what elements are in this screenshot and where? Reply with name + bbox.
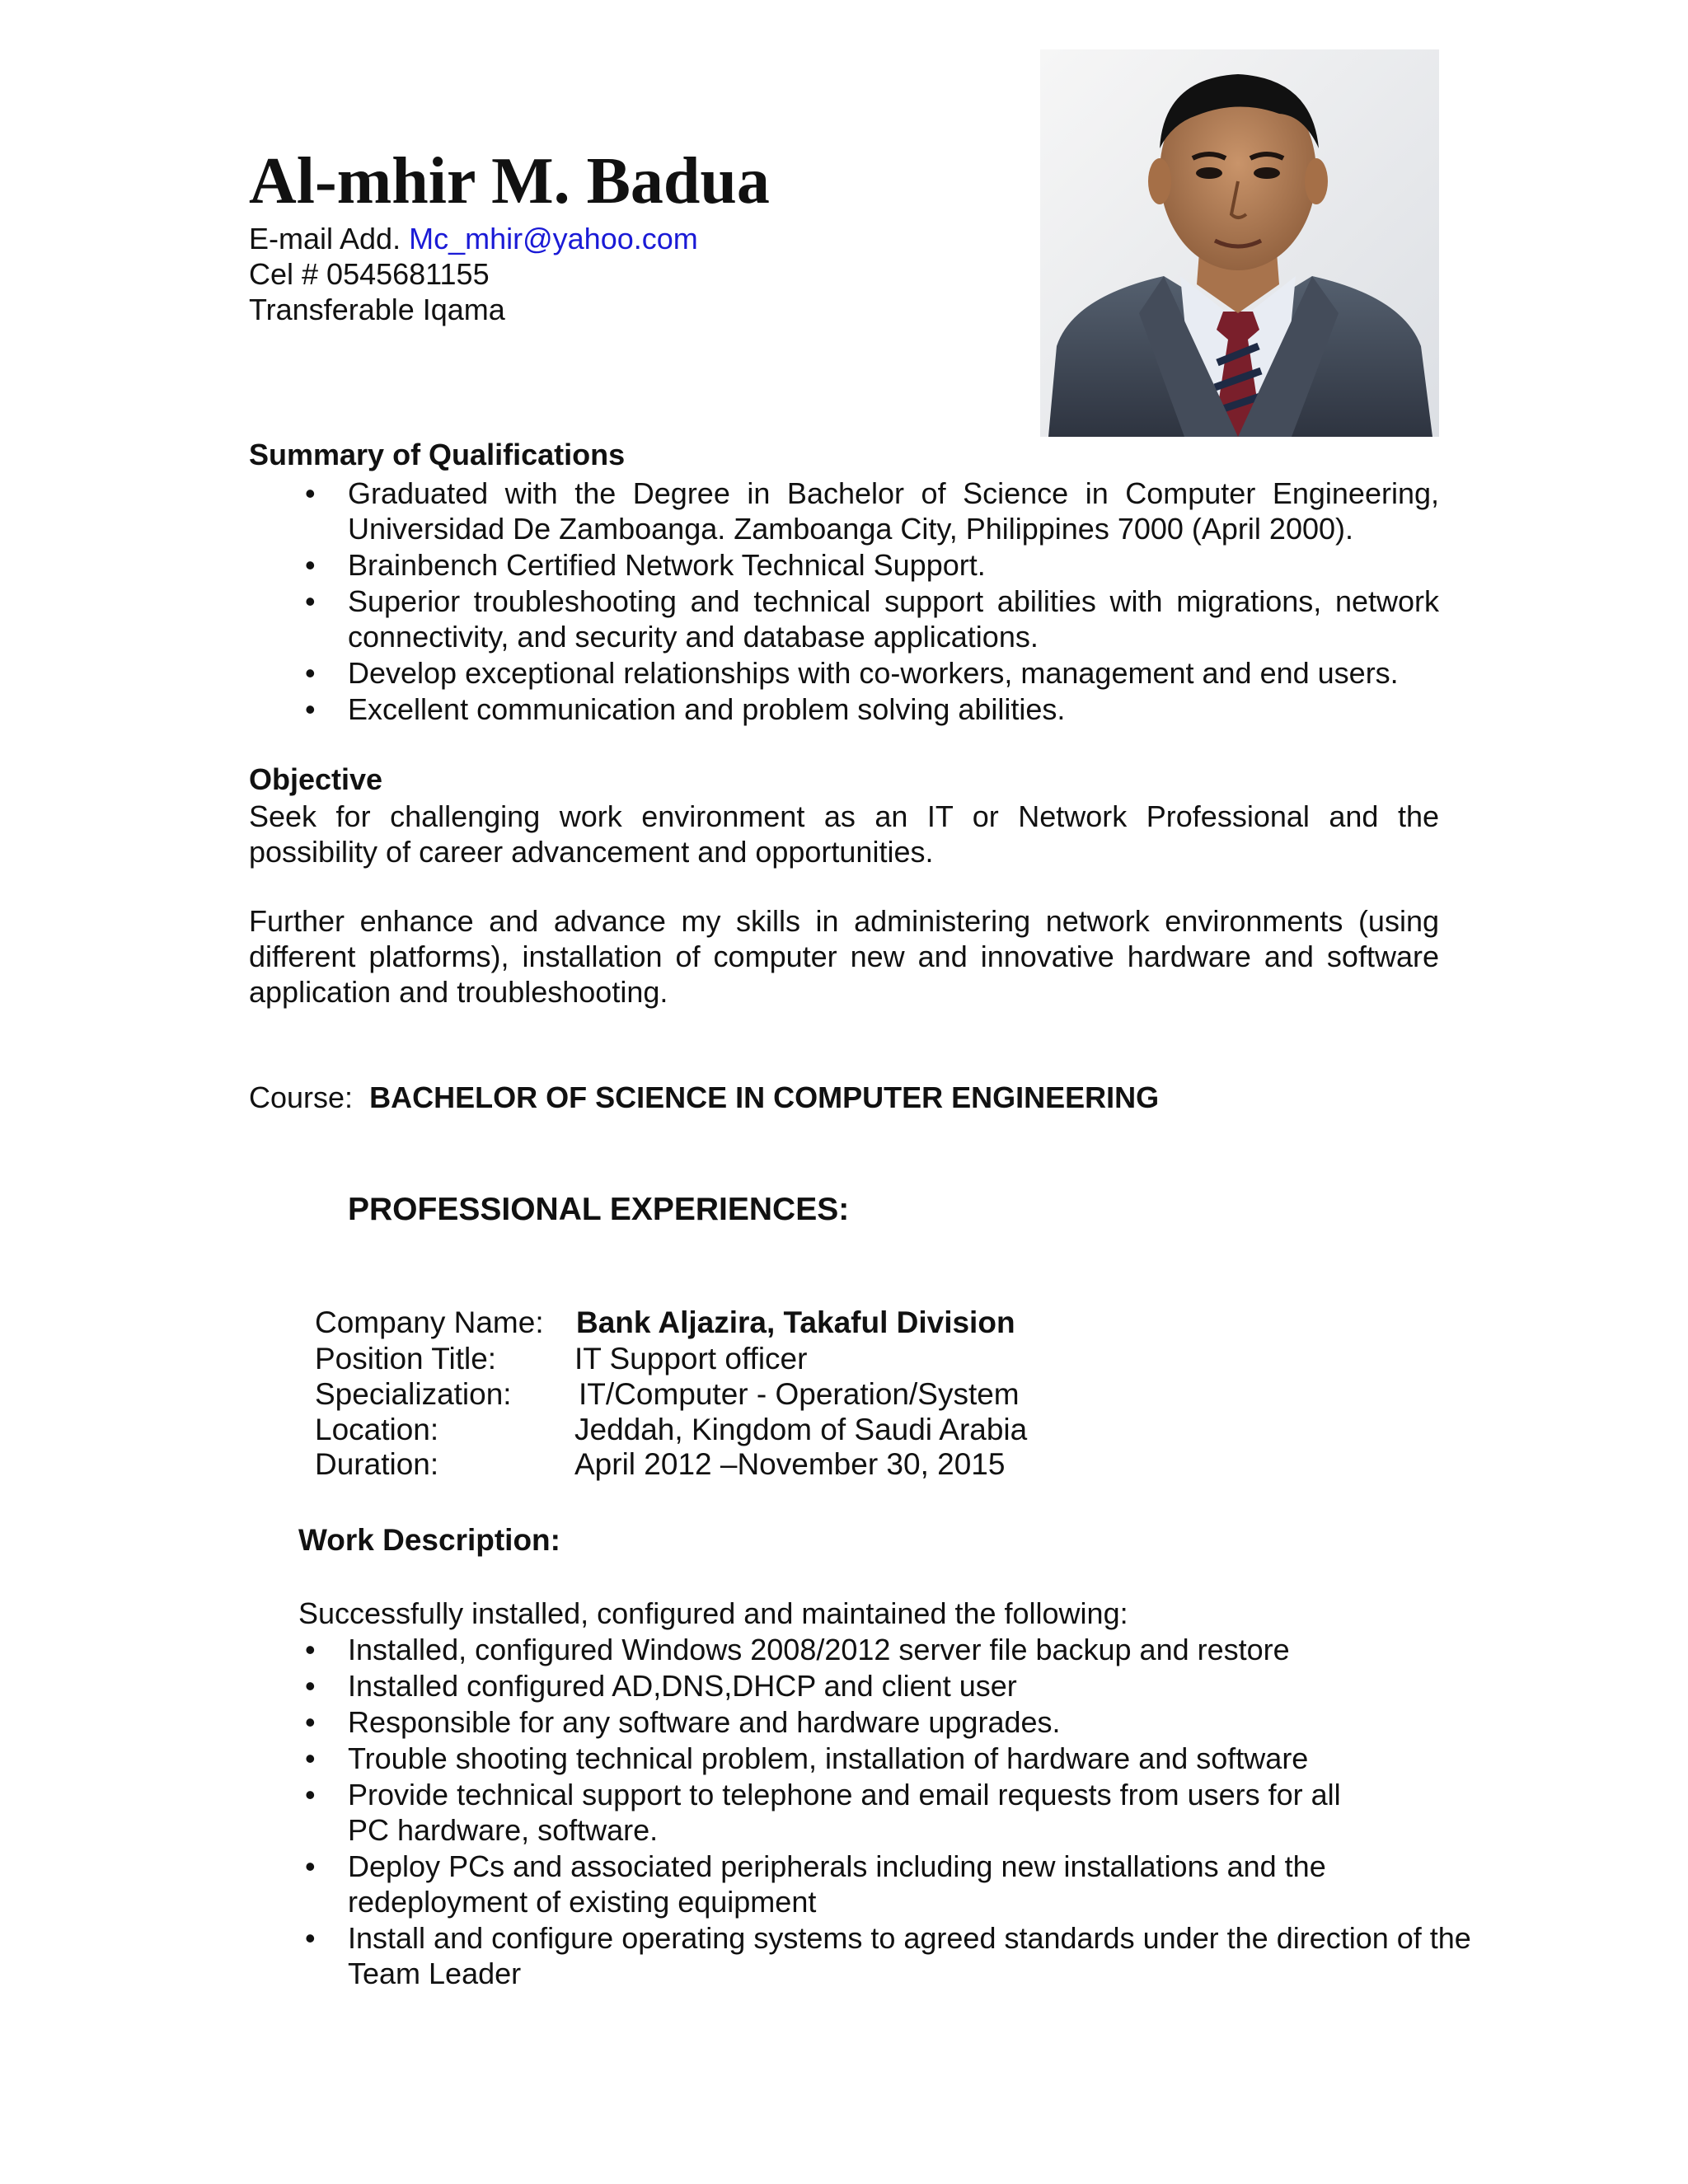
list-item: • Provide technical support to telephone and email requests from users for all PC hardware, software. <box>305 1778 1341 1847</box>
objective-paragraph-1: Seek for challenging work environment as an IT or Network Professional and the possibility of career advancement and opportunities. <box>249 799 1439 869</box>
work-list <box>249 1632 1471 1992</box>
email-line <box>249 221 698 256</box>
duration-row <box>315 1446 1006 1482</box>
summary-heading: Summary of Qualifications <box>249 438 626 471</box>
bullet-icon: • <box>305 692 316 726</box>
work-heading: Work Description: <box>298 1523 560 1557</box>
bullet-icon: • <box>305 1741 316 1775</box>
company-label: Company Name: <box>315 1305 544 1339</box>
bullet-icon: • <box>305 476 316 510</box>
company-value: Bank Aljazira, Takaful Division <box>576 1305 1015 1339</box>
list-item: • Installed, configured Windows 2008/2012 server file backup and restore <box>305 1633 1290 1666</box>
bullet-icon: • <box>305 548 316 582</box>
list-item: • Responsible for any software and hardware upgrades. <box>305 1705 1061 1739</box>
location-value: Jeddah, Kingdom of Saudi Arabia <box>574 1413 1028 1446</box>
company-row <box>315 1305 1015 1340</box>
bullet-icon: • <box>305 584 316 618</box>
profile-photo <box>1040 49 1439 437</box>
bullet-icon: • <box>305 1778 316 1811</box>
list-item: • Brainbench Certified Network Technical Support. <box>305 548 986 582</box>
position-value: IT Support officer <box>574 1342 808 1376</box>
duration-label: Duration: <box>315 1447 439 1481</box>
course-value: BACHELOR OF SCIENCE IN COMPUTER ENGINEERING <box>369 1080 1160 1114</box>
course-label: Course: <box>249 1080 354 1114</box>
position-label: Position Title: <box>315 1342 497 1376</box>
list-item: • Develop exceptional relationships with co-workers, management and end users. <box>305 656 1399 690</box>
bullet-icon: • <box>305 1921 316 1955</box>
summary-list <box>249 476 1439 728</box>
list-item: • Excellent communication and problem solving abilities. <box>305 692 1066 726</box>
candidate-name: Al-mhir M. Badua <box>249 145 770 218</box>
duration-value: April 2012 –November 30, 2015 <box>574 1447 1006 1481</box>
objective-heading: Objective <box>249 762 383 796</box>
list-item: • Superior troubleshooting and technical support abilities with migrations, network connectivity, and security and database applications. <box>305 584 1439 654</box>
contact-block <box>249 221 698 327</box>
list-item: • Install and configure operating systems to agreed standards under the direction of the Team Leader <box>305 1921 1471 1990</box>
bullet-icon: • <box>305 656 316 690</box>
bullet-icon: • <box>305 1669 316 1703</box>
email-link[interactable]: Mc_mhir@yahoo.com <box>409 222 698 255</box>
list-item: • Graduated with the Degree in Bachelor of Science in Computer Engineering, Universidad De Zamboanga. Zamboanga City, Philippines 7000 (April 2000). <box>305 476 1439 546</box>
list-item: • Deploy PCs and associated peripherals including new installations and the redeployment of existing equipment <box>305 1849 1326 1919</box>
iqama-line: Transferable Iqama <box>249 293 505 326</box>
phone-line: Cel # 0545681155 <box>249 257 490 291</box>
location-label: Location: <box>315 1413 439 1446</box>
bullet-icon: • <box>305 1705 316 1739</box>
specialization-label: Specialization: <box>315 1377 512 1411</box>
specialization-row <box>315 1376 1020 1412</box>
position-row <box>315 1341 808 1376</box>
experience-heading: PROFESSIONAL EXPERIENCES: <box>348 1192 850 1227</box>
bullet-icon: • <box>305 1849 316 1883</box>
bullet-icon: • <box>305 1633 316 1666</box>
objective-paragraph-2: Further enhance and advance my skills in administering network environments (using different platforms), installation of computer new and innovative hardware and software application and troubleshooting. <box>249 904 1439 1009</box>
work-intro: Successfully installed, configured and maintained the following: <box>298 1596 1128 1630</box>
list-item: • Installed configured AD,DNS,DHCP and client user <box>305 1669 1017 1703</box>
location-row <box>315 1412 1028 1447</box>
list-item: • Trouble shooting technical problem, installation of hardware and software <box>305 1741 1309 1775</box>
specialization-value: IT/Computer - Operation/System <box>579 1377 1020 1411</box>
email-label: E-mail Add. <box>249 222 401 255</box>
course-line <box>249 1080 1159 1115</box>
